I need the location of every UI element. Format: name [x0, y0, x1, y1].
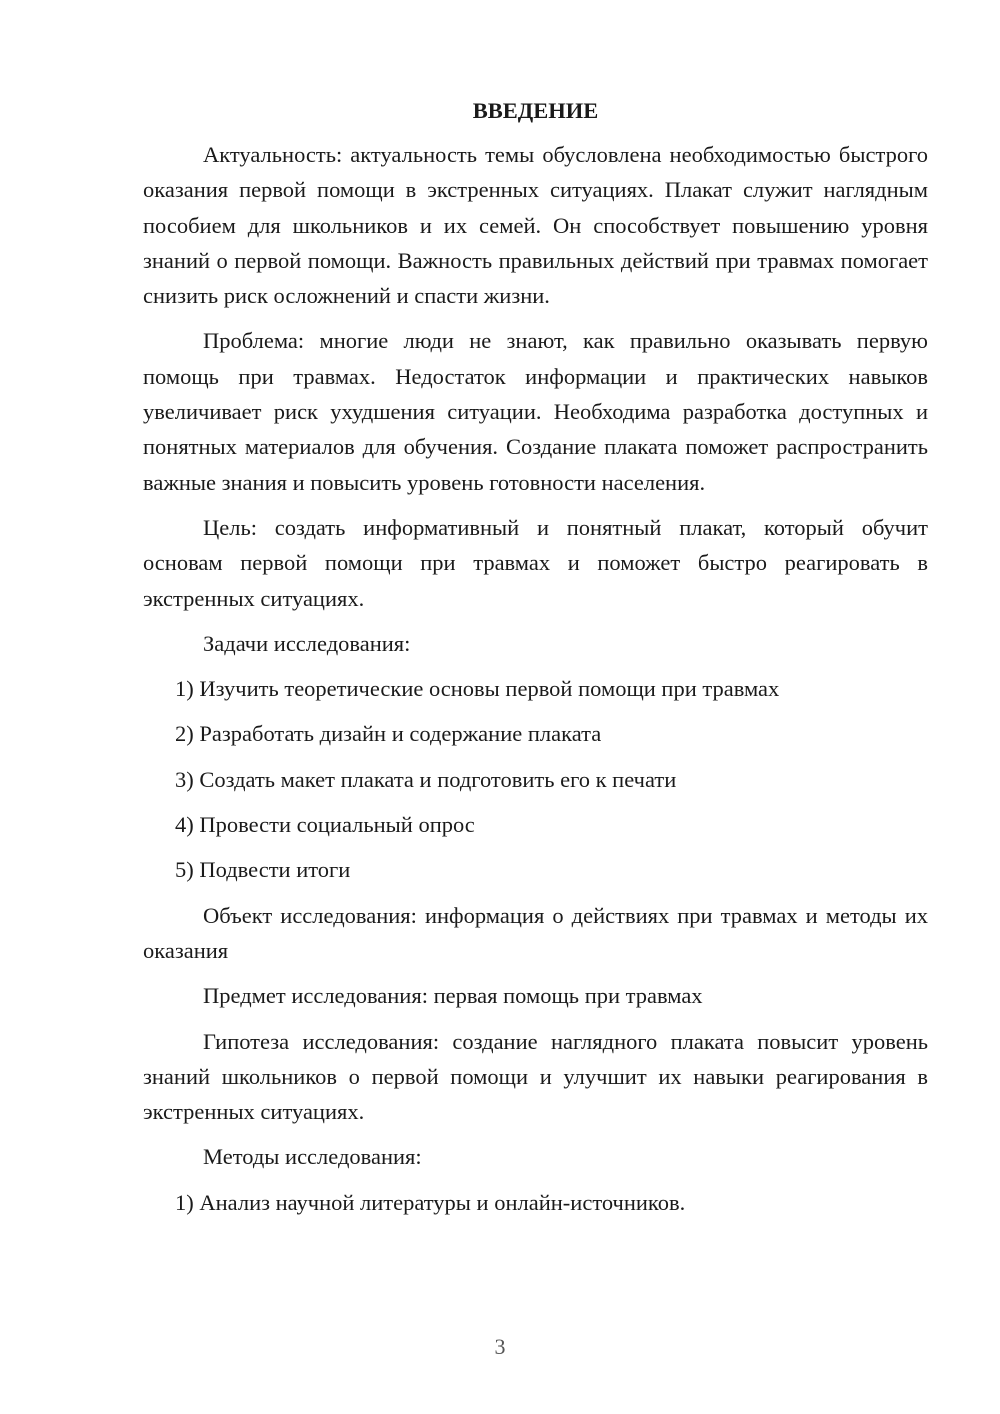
methods-heading: Методы исследования: [203, 1144, 422, 1170]
task-item-4: 4) Провести социальный опрос [175, 812, 475, 838]
task-item-5: 5) Подвести итоги [175, 857, 351, 883]
methods-list [143, 1185, 928, 1220]
method-item-1: 1) Анализ научной литературы и онлайн-источников. [175, 1189, 686, 1215]
task-item-1: 1) Изучить теоретические основы первой помощи при травмах [175, 676, 780, 702]
problem-paragraph: Проблема: многие люди не знают, как правильно оказывать первую помощь при травмах. Недостаток информации и практических навыков увеличивает риск ухудшения ситуации. Необходима разработка доступных и понятных материалов для обучения. Создание плаката поможет распространить важные знания и повысить уровень готовности населения. [143, 328, 928, 495]
document-page [143, 95, 928, 1230]
tasks-list [143, 671, 928, 887]
object-paragraph: Объект исследования: информация о действиях при травмах и методы их оказания [143, 902, 928, 963]
page-title: ВВЕДЕНИЕ [472, 98, 599, 123]
hypothesis-paragraph: Гипотеза исследования: создание наглядного плаката повысит уровень знаний школьников о первой помощи и улучшит их навыки реагирования в экстренных ситуациях. [143, 1028, 928, 1125]
goal-paragraph: Цель: создать информативный и понятный плакат, который обучит основам первой помощи при травмах и поможет быстро реагировать в экстренных ситуациях. [143, 514, 928, 611]
page-number: 3 [494, 1334, 506, 1359]
relevance-paragraph: Актуальность: актуальность темы обусловлена необходимостью быстрого оказания первой помощи в экстренных ситуациях. Плакат служит наглядным пособием для школьников и их семей. Он способствует повышению уровня знаний о первой помощи. Важность правильных действий при травмах помогает снизить риск осложнений и спасти жизни. [143, 142, 928, 309]
subject-paragraph: Предмет исследования: первая помощь при травмах [203, 983, 703, 1009]
task-item-2: 2) Разработать дизайн и содержание плаката [175, 721, 602, 747]
task-item-3: 3) Создать макет плаката и подготовить его к печати [175, 766, 677, 792]
tasks-heading: Задачи исследования: [203, 630, 411, 656]
